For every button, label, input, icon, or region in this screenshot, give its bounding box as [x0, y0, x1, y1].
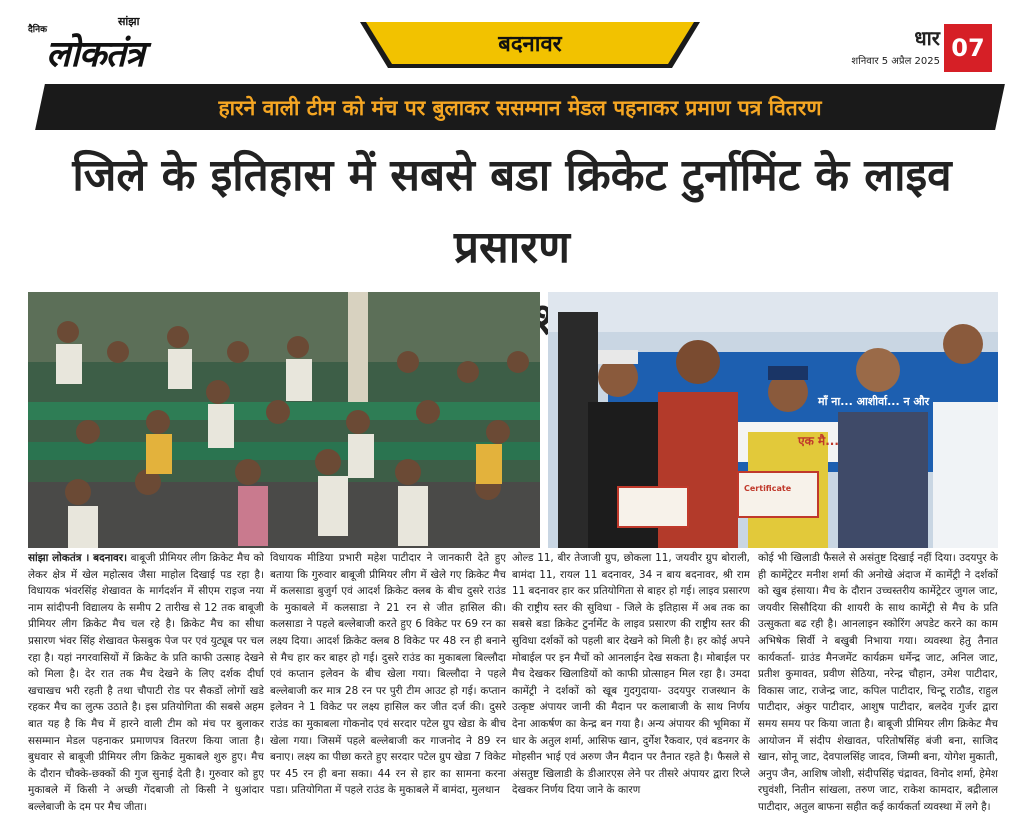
- subheadline-banner: [40, 84, 1000, 130]
- headline-line-1: जिले के इतिहास में सबसे बडा क्रिकेट टुर्नामिंट के लाइव प्रसारण: [72, 150, 952, 273]
- page-number: 07: [944, 24, 992, 72]
- section-tab: [360, 22, 700, 68]
- issue-info: [790, 24, 940, 67]
- section-tab-label: बदनावर: [498, 32, 562, 57]
- article-column-3: ओल्ड 11, बीर तेजाजी ग्रुप, छोकला 11, जयवीर ग्रुप बोराली, बामंदा 11, रायल 11 बदनावर, 34 न बाय बदनावर, श्री राम 11 बदनावर हार कर प्रतियोगिता से बाहर हो गई। लाइव प्रसारण की राष्ट्रीय स्तर की सुविधा - जिले के इतिहास में अब तक का सबसे बडा क्रिकेट टुर्नामेंट के लाइव प्रसारण की राष्ट्रीय स्तर की सुविधा दर्शकों को पहली बार देखने को मिली है। हर कोई अपने मोबाईल पर इन मैचों को आनलाईन देख सकता है। मोबाईल पर मैच देखकर खिलाडियों को काफी प्रोत्साहन मिल रहा है। उमदा कामेंट्री ने दर्शकों को खूब गुदगुदाया- उदयपुर राजस्थान के उत्कृष्ट अंपायर जानी की मैदान पर कलाबाजी के साथ निर्णय देना आकर्षण का केन्द्र बन गया है। अन्य अंपायर की भूमिका में धार के अतुल शर्मा, आसिफ खान, दुर्गेश रैकवार, एवं बडनगर के मोहसीन भाई एवं अरुण जैन मैदान पर तैनात रहते है। फैसले से अंसतुष्ट खिलाडी के डीआरएस लेने पर तीसरे अंपायर द्वारा रिप्ले देखकर निर्णय दिया जाने के कारण: [512, 552, 750, 797]
- backdrop-banner-text-2: एक मै...: [798, 434, 839, 448]
- article-column-4: कोई भी खिलाडी फैसले से असंतुष्ट दिखाई नहीं दिया। उदयपुर के ही कामेंट्रेटर मनीश शर्मा की अनोखे अंदाज में कामेंट्री ने दर्शकों को खुब हंसाया। मैच के दौरान उच्चस्तरीय कामेंट्रेटर जुगल जाट, जयवीर सिसौदिया की शायरी के साथ कामेंट्री से मैच के प्रति उत्सुकता बढ रही है। आनलाइन स्कोरिंग अपडेट करने का काम अभिषेक सिर्वी ने बखुबी निभाया गया। व्यवस्था हेतु तैनात कार्यकर्ता- ग्राउंड मैनजमेंट कार्यक्रम धर्मेन्द्र जाट, अनिल जाट, प्रतीश कुमावत, प्रवीण सेठिया, नरेन्द्र चौहान, उमेश पाटीदार, विकास जाट, राजेन्द्र जाट, कपिल पाटीदार, चिन्टू राठौड, राहुल पाटीदार, अंकुर पाटीदार, आशुष पाटीदार, बलदेव गुर्जर द्वारा समय समय पर किया जाता है। बाबूजी प्रीमियर लीग क्रिकेट मैच आयोजन में संदीप शेखावत, परितोषसिंह बंजी बना, साजिद खान, सोनू जाट, देवपालसिंह जादव, जिम्मी बना, योगेश मुकाती, अनुप जैन, आशिष जोशी, संदीपसिंह चंद्रावत, विनोद शर्मा, हेमेश रघुवंशी, नितीन सांखला, तरुण जाट, राकेश कामदार, बद्रीलाल पाटीदार, अतुल बाफना सहीत कई कार्यकर्ता व्यवस्था में लगे है।: [758, 552, 998, 813]
- logo-title: लोकतंत्र: [46, 34, 144, 75]
- article-dateline: सांझा लोकतंत्र । बदनावर।: [28, 552, 128, 564]
- logo-top-word: सांझा: [118, 15, 140, 28]
- banner-text: हारने वाली टीम को मंच पर बुलाकर ससम्मान मेडल पहनाकर प्रमाण पत्र वितरण: [218, 96, 822, 120]
- certificate-photo: [548, 292, 998, 548]
- article-column-1-text: बाबूजी प्रीमियर लीग क्रिकेट मैच को लेकर क्षेत्र में खेल महोत्सव जैसा माहोल दिखाई पड रहा है। विधायक भंवरसिंह शेखावत के मार्गदर्शन में सीएम राइज नया नाम सांदीपनी विद्यालय के समीप 2 तारीख से 12 तक बाबूजी प्रीमियर लीग क्रिकेट मैच चल रहे है। क्रिकेट मैच का सीधा प्रसारण भंवर सिंह शेखावत फेसबुक पेज पर एवं युट्यूब पर चल रहा है। यहां नगरवासियों में क्रिकेट के प्रति काफी उत्साह देखने को मिला है। देर रात तक मैच देखने के लिए दर्शक दीर्घा खचाखच भरी रहती है तथा चौपाटी रोड पर सैकडों लोगों खडे रहकर मैच का लुत्फ उठाते है। इस प्रतियोगिता की सबसे अहम बात यह है कि मैच में हारने वाली टीम को मंच पर बुलाकर ससम्मान मेडल पहनाकर प्रमाणपत्र वितरण किया जाता है। बुधवार से बाबूजी प्रीमियर लीग क्रिकेट मुकाबले शुरु हुए। मैच के दौरान चौक्के-छक्कों की गुज सुनाई देती है। गुरुवार को हुए मुकाबले में किसी ने अच्छी गेंदबाजी तो किसी ने धुआंदार बल्लेबाजी के दम पर मैच जीता।: [28, 552, 264, 813]
- newspaper-logo: [28, 12, 258, 75]
- logo-prefix: दैनिक: [28, 25, 48, 35]
- issue-date: शनिवार 5 अप्रैल 2025: [851, 56, 940, 67]
- district-name: धार: [914, 26, 940, 50]
- masthead: [0, 0, 1024, 78]
- certificate-label: Certificate: [744, 484, 792, 493]
- crowd-photo: [28, 292, 540, 548]
- article-column-2: विधायक मीडिया प्रभारी महेश पाटीदार ने जानकारी देते हुए बताया कि गुरुवार बाबूजी प्रीमियर लीग में खेले गए क्रिकेट मैच में कलसाडा बुजुर्ग एवं आदर्श क्रिकेट क्लब के बीच दुसरे राउंड के मुकाबले में कलसाडा ने 21 रन से जीत हासिल की। कलसाडा ने पहले बल्लेबाजी करते हुए 6 विकेट पर 69 रन का लक्ष्य दिया। आदर्श क्रिकेट क्लब 8 विकेट पर 48 रन ही बनाने से मैच हार कर बाहर हो गई। दुसरे राउंड का मुकाबला बिल्लौदा एवं कप्तान इलेवन के बीच खेला गया। बिल्लौदा ने पहले बल्लेबाजी कर मात्र 28 रन पर पुरी टीम आउट हो गई। कप्तान इलेवन ने 1 विकेट पर लक्ष्य हासिल कर जीत दर्ज की। दुसरे राउंड का मुकाबला गोकनोद एवं सरदार पटेल ग्रुप खेडा के बीच खेला गया। जिसमें पहले बल्लेबाजी कर गाजनोद ने 89 रन बनाए। लक्ष्य का पीछा करते हुए सरदार पटेल ग्रुप खेडा 7 विकेट पर 45 रन ही बना सका। 44 रन से हार का सामना करना पडा। प्रतियोगिता में पहले राउंड के मुकाबले में बामंदा, मुलथान: [270, 552, 506, 797]
- certificate-photo-illustration: [548, 292, 998, 548]
- crowd-photo-illustration: [28, 292, 540, 548]
- backdrop-banner-text: माँ ना... आशीर्वा... न और: [818, 395, 930, 408]
- article-column-1: [28, 550, 264, 826]
